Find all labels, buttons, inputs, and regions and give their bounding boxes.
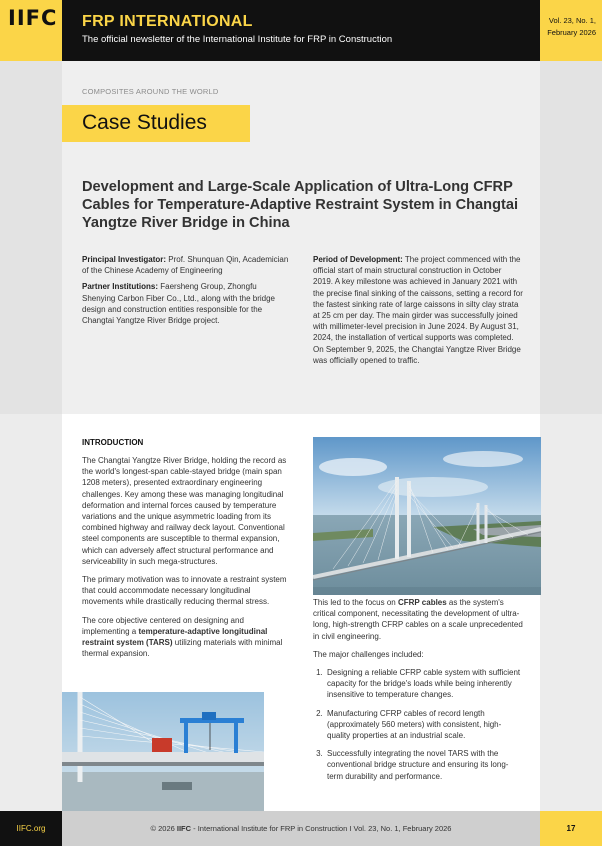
meta-right-column (313, 254, 523, 371)
bridge-construction-photo (62, 692, 264, 811)
intro-p3-text: The core objective centered on designing and implementing a (82, 615, 244, 636)
page-number: 17 (540, 811, 602, 846)
period-of-development (313, 254, 523, 366)
article-title: Development and Large-Scale Application of Ultra-Long CFRP Cables for Temperature-Adaptive Restraint System in Changtai Yangtze River Bridge in China (82, 179, 519, 231)
section-title: Case Studies (82, 111, 207, 134)
intro-paragraph-1: The Changtai Yangtze River Bridge, holding the record as the world's longest-span cable-stayed bridge (main span 1208 meters), presented extraordinary engineering challenges. Key among these was managing longitudinal deformation and internal forces caused by temperature variations and the unique asymmetric loading from its combined highway and railway deck layout. Conventional steel components are susceptible to thermal expansion, which can adversely affect structural performance and serviceability in such mega-structures. (82, 456, 287, 566)
introduction-heading: INTRODUCTION (82, 438, 144, 447)
newsletter-subtitle: The official newsletter of the International Institute for FRP in Construction (82, 34, 393, 45)
challenges-list (325, 667, 523, 782)
bridge-aerial-illustration (313, 437, 541, 595)
challenges-section (313, 597, 523, 789)
tars-term: temperature-adaptive longitudinal restraint system (TARS) (82, 626, 268, 648)
newsletter-title: FRP INTERNATIONAL (82, 13, 253, 30)
meta-left-column (82, 254, 292, 331)
investigator-text: Prof. Shunquan Qin, Academician of the Chinese Academy of Engineering (82, 255, 289, 276)
copyright-symbol: © 2026 (150, 824, 177, 833)
logo-text: IIFC (8, 6, 58, 30)
intro-paragraph-3 (82, 615, 292, 660)
intro-paragraph-2: The primary motivation was to innovate a restraint system that could accommodate necessary longitudinal movements while drastically reducing thermal stress. (82, 575, 287, 607)
institutions-label: Partner Institutions: (82, 282, 159, 292)
bridge-aerial-photo (313, 437, 541, 595)
right-margin (540, 414, 602, 811)
cfrp-p-end: as the system's critical component, necessitating the development of ultra-long, high-strength CFRP cables on a scale unprecedented in civil engineering. (313, 598, 523, 641)
section-title-box (62, 105, 250, 142)
issue-info (540, 0, 602, 61)
masthead (0, 0, 602, 61)
bridge-construction-illustration (62, 692, 264, 811)
list-item: 1. Designing a reliable CFRP cable system with sufficient capacity for the bridge's loads while being inherently insensitive to temperature changes. (325, 667, 523, 701)
intro-p3-end: utilizing materials with minimal thermal expansion. (82, 638, 283, 659)
left-margin (0, 414, 62, 811)
cfrp-term: CFRP cables (397, 598, 447, 607)
partner-institutions (82, 281, 292, 326)
page-footer (0, 811, 602, 846)
section-label: COMPOSITES AROUND THE WORLD (82, 87, 219, 96)
copyright-text: - International Institute for FRP in Construction I Vol. 23, No. 1, February 2026 (191, 824, 452, 833)
article-header-panel (62, 61, 540, 414)
cfrp-p-start: This led to the focus on (313, 598, 398, 607)
footer-site-link[interactable]: IIFC.org (0, 811, 62, 846)
institutions-text: Faersheng Group, Zhongfu Shenying Carbon Fiber Co., Ltd., along with the bridge design and construction entities responsible for the Changtai Yangtze River Bridge project. (82, 282, 276, 326)
challenges-intro: The major challenges included: (313, 649, 424, 659)
period-label: Period of Development: (313, 255, 403, 264)
list-item: 3. Successfully integrating the novel TARS with the conventional bridge structure and ensuring its long-term durability and performance. (325, 748, 523, 782)
issue-date: February 2026 (547, 28, 596, 37)
principal-investigator (82, 254, 292, 276)
cfrp-paragraph (313, 597, 523, 642)
period-text: The project commenced with the official start of main structural construction in October 2019. A key milestone was achieved in January 2021 with the precise final sinking of the caissons, setting a record for the fastest sinking rate of large caissons in silty clay strata at 25 cm per day. The main girder was successfully joined with millimeter-level precision in June 2024. By August 31, 2024, the installation of vertical supports was completed. On September 9, 2025, the Changtai Yangtze River Bridge was officially opened to traffic. (313, 255, 523, 365)
footer-copyright (62, 811, 540, 846)
list-item: 2. Manufacturing CFRP cables of record length (approximately 560 meters) with consistent, high-quality properties at an industrial scale. (325, 708, 523, 742)
investigator-label: Principal Investigator: (82, 255, 167, 264)
introduction-body (82, 455, 292, 666)
iifc-logo[interactable] (0, 0, 62, 61)
article-header-band (0, 61, 602, 414)
copyright-org: IIFC (176, 824, 192, 833)
issue-volume: Vol. 23, No. 1, (548, 16, 596, 25)
